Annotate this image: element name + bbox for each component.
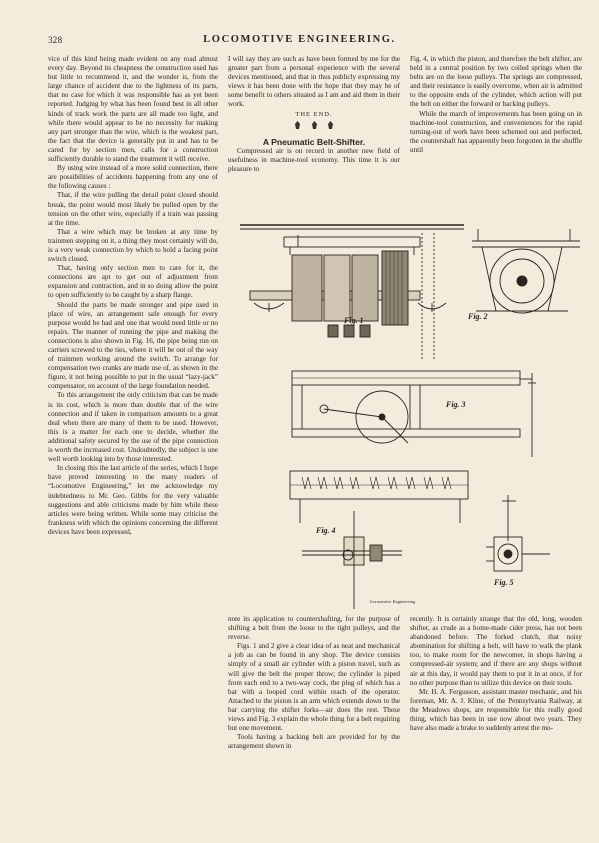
- page-number: 328: [48, 35, 63, 45]
- column-2-top: [228, 55, 400, 174]
- paragraph: To this arrangement the only criticism that can be made is its cost, which is more than double that of the wire connection and if taken in comparison amounts to a great deal when there are many of them to be used. However, this is a matter for each one to decide, whether the additional safety secured by the use of the pipe connection is worth the increased cost. Undoubtedly, the subject is one well worth looking into by those interested.: [48, 391, 218, 464]
- ornament-icon: [311, 121, 318, 130]
- paragraph: Mr. H. A. Fergusson, assistant master mechanic, and his foreman, Mr. A. J. Kline, of the Pennsylvania Railway, at the Meadows shops, are responsible for this really good thing, which has been in use now about two years. They have also made a brake to suddenly arrest the mo-: [410, 687, 582, 733]
- paragraph: Tools having a backing belt are provided for by the arrangement shown in: [228, 733, 400, 751]
- fig-3-drawing: [292, 371, 536, 457]
- the-end: THE END.: [295, 110, 333, 118]
- paragraph: Compressed air is on record in another new field of usefulness in machine-tool economy. This time it is our pleasure to: [228, 146, 400, 174]
- ornament-icon: [327, 121, 334, 130]
- paragraph: note its application to countershafting, for the purpose of shifting a belt from the loose to the tight pulleys, and the reverse.: [228, 615, 400, 642]
- paragraph: In closing this the last article of the series, which I hope have proved interesting to the many readers of “Locomotive Engineering,” let me acknowledge my indebtedness to Mr. Geo. Gibbs for the very valuable suggestions and able criticisms made by him while these articles were being written. While some may criticise the frankness with which the opinions concerning the different devices have been expressed,: [48, 464, 218, 536]
- paragraph: That, if the wire pulling the derail point closed should break, the point would most likely be pulled open by the tension on the other wire, especially if a train was passing at the time.: [48, 191, 218, 227]
- fig-3-label: Fig. 3: [446, 400, 466, 409]
- fig-1-drawing: [240, 225, 464, 361]
- fig-5-drawing: [486, 537, 550, 571]
- ornament: [228, 121, 400, 133]
- paragraph: Should the parts be made stronger and pipe used in place of wire, an arrangement safe enough for every purpose would be had and one that would need little or no repairs. The manner of running the pipe and making the connections is also shown in Fig. 16, the pipe being run on carriers screwed to the ties, where it will be out of the way of trainmen working around the switch. To arrange for compensation two cranks are made use of, as shown in the figure, it not being possible to put in the usual “lazy-jack” compensator, on account of the large foundation needed.: [48, 300, 218, 391]
- column-2-bottom: [228, 615, 400, 751]
- belt-shifter-engraving: [232, 211, 582, 609]
- fig-2-drawing: [472, 229, 580, 313]
- paragraph: I will say they are such as have been formed by me for the greater part from a personal experience with the several devices mentioned, and that in thus publicly expressing my views it has been done with the hope that they may be of some benefit to others situated as I am and aid them in their work.: [228, 55, 400, 109]
- paragraph: vice of this kind being made evident on any road almost every day. Beyond its cheapness the construction used has but little to recommend it, and the wonder is, from the large chance of accident due to the lightness of its parts, that no case for which it was responsible has as yet been reported. Judging by what has been found best in all other kinds of track work the parts are all made too light, and while there would appear to be no necessity for making any part stronger than the wire, which is the weakest part, the fact that the device is generally put in and has to be cared for by section men, calls for a construction sufficiently durable to stand the treatment it will receive.: [48, 55, 218, 164]
- paragraph: Figs. 1 and 2 give a clear idea of as neat and mechanical a job as can be found in any shop. The device consists simply of a small air cylinder with a piston travel, such as will give the belt the proper throw; the cylinder is piped from each end to a two-way cock, the plug of which has a bar with a looped cord within reach of the operator. Attached to the piston is an arm which extends down to the bar carrying the shifter forks—air does the rest. These views and Fig. 3 explain the whole thing for a belt requiring but one movement.: [228, 642, 400, 733]
- paragraph: That a wire which may be broken at any time by trainmen stepping on it, a thing they most certainly will do, is a very weak connection by which to hold a facing point switch closed.: [48, 227, 218, 264]
- ornament-icon: [294, 121, 301, 130]
- fig-1-label: Fig. 1: [344, 316, 364, 325]
- running-title: LOCOMOTIVE ENGINEERING.: [203, 34, 396, 45]
- paragraph: That, having only section men to care for it, the connections are apt to get out of adjustment from expansion and contraction, and in so doing allow the point to open sufficiently to be caught by a sharp flange.: [48, 264, 218, 300]
- fig-2-label: Fig. 2: [468, 312, 488, 321]
- paragraph: recently. It is certainly strange that the old, long, wooden shifter, as crude as a home-made cider press, has not been abandoned before. The forked clutch, that noisy abomination for shifting a belt, will have to walk the plank too, to make room for the newcomer, in shops having a compressed-air system; and if there are any shops without air at this day, it would pay them to put it in at once, if for no other purpose than to utilize this device on their tools.: [410, 615, 582, 687]
- fig-4-drawing: [290, 471, 516, 609]
- paragraph: Fig. 4, in which the piston, and therefore the belt shifter, are held in a central position by two coiled springs when the belts are on the loose pulleys. The springs are compressed, and their resistance is easily overcome, when air is admitted to the opposite ends of the cylinder, which action will put the belt on either the forward or backing pulleys.: [410, 55, 582, 109]
- column-3-bottom: [410, 615, 582, 733]
- fig-5-label: Fig. 5: [494, 578, 514, 587]
- column-3-top: [410, 55, 582, 155]
- paragraph: While the march of improvements has been going on in machine-tool construction, and conveniences for the rapid turning-out of work have been schemed out and perfected, the countershaft has apparently been forgotten in the shuffle until: [410, 109, 582, 154]
- fig-4-label: Fig. 4: [316, 526, 336, 535]
- section-heading: A Pneumatic Belt-Shifter.: [262, 136, 366, 147]
- column-1: [48, 55, 218, 835]
- figure-credit: Locomotive Engineering: [370, 599, 416, 604]
- paragraph: By using wire instead of a more solid connection, there are possibilities of accidents happening from any one of the following causes :: [48, 164, 218, 191]
